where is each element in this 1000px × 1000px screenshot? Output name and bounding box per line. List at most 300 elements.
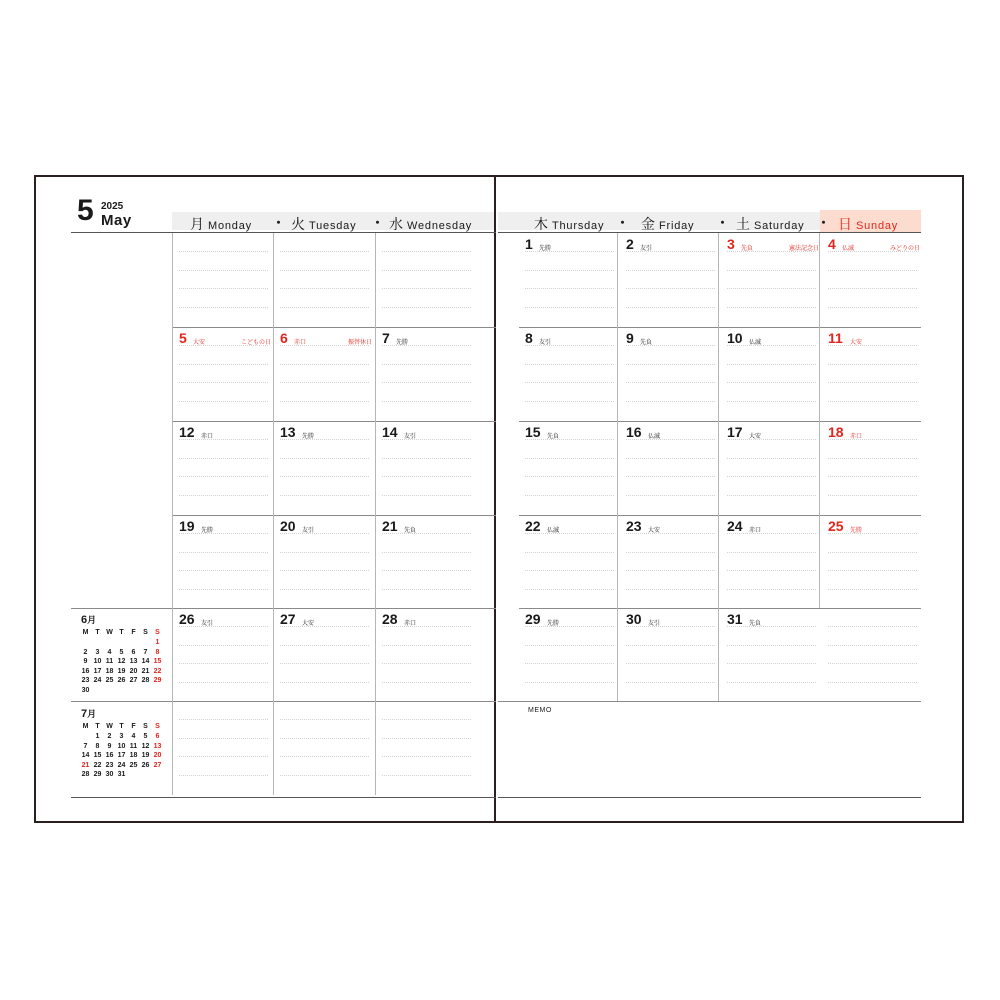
mini-calendar-weekday: W — [106, 723, 113, 730]
memo-label: MEMO — [528, 707, 552, 714]
writing-line — [626, 495, 715, 496]
mini-calendar-day: 11 — [129, 742, 138, 750]
weekday-label-tuesday — [291, 214, 356, 234]
mini-calendar-day: 8 — [95, 742, 100, 750]
mini-calendar-day: 8 — [155, 648, 160, 656]
rokuyo-label: 先負 — [741, 246, 754, 252]
day-number: 22 — [525, 518, 541, 534]
week-divider — [173, 608, 496, 609]
day-number: 10 — [727, 330, 743, 346]
weekday-kanji: 月 — [190, 216, 204, 232]
mini-calendar-day: 15 — [93, 752, 102, 759]
mini-calendar-month-suffix: 月 — [87, 615, 97, 625]
mini-calendar-day: 29 — [93, 771, 102, 778]
writing-line — [280, 645, 369, 646]
rokuyo-label: 大安 — [749, 434, 762, 440]
writing-line — [280, 307, 369, 308]
writing-line — [626, 288, 715, 289]
writing-line — [382, 251, 471, 252]
mini-calendar-day: 1 — [155, 639, 160, 646]
rokuyo-label: 友引 — [640, 246, 653, 252]
week-divider — [519, 421, 921, 422]
mini-calendar-day: 22 — [153, 667, 162, 675]
week-divider — [519, 515, 921, 516]
rokuyo-label: 大安 — [193, 340, 206, 346]
rokuyo-label: 先勝 — [539, 246, 552, 252]
memo-divider — [498, 701, 921, 702]
week-divider — [173, 515, 496, 516]
writing-line — [525, 663, 614, 664]
rokuyo-label: 先負 — [547, 434, 560, 440]
mini-calendar-day: 25 — [105, 677, 114, 684]
weekday-separator: ・ — [616, 215, 630, 230]
mini-calendar-title — [81, 707, 96, 720]
writing-line — [382, 589, 471, 590]
rokuyo-label: 友引 — [404, 434, 417, 440]
writing-line — [525, 458, 614, 459]
day-number: 9 — [626, 330, 634, 346]
writing-line — [179, 458, 268, 459]
day-number: 19 — [179, 518, 195, 534]
rokuyo-label: 友引 — [648, 621, 661, 627]
mini-calendar-day: 7 — [143, 648, 148, 656]
rokuyo-label: 友引 — [201, 621, 214, 627]
mini-calendar-day: 20 — [129, 667, 138, 675]
mini-calendar-weekday: T — [95, 629, 100, 636]
writing-line — [727, 382, 816, 383]
mini-calendar-day: 25 — [129, 761, 138, 769]
day-number: 18 — [828, 424, 844, 440]
mini-calendar-weekday: F — [131, 629, 136, 636]
bottom-rule-left — [71, 797, 496, 798]
writing-line — [179, 495, 268, 496]
rokuyo-label: 仏滅 — [547, 528, 560, 534]
writing-line — [525, 401, 614, 402]
week-divider — [173, 327, 496, 328]
mini-calendar-day: 28 — [81, 771, 90, 778]
writing-line — [828, 552, 917, 553]
writing-line — [626, 307, 715, 308]
mini-calendar-weekday: M — [82, 723, 89, 730]
mini-calendar-month-number: 6 — [81, 614, 88, 626]
mini-calendar-day: 14 — [81, 752, 90, 759]
writing-line — [179, 288, 268, 289]
mini-calendar-day: 9 — [83, 658, 88, 665]
mini-calendar-day: 3 — [95, 648, 100, 656]
mini-calendar-day: 21 — [81, 761, 90, 769]
writing-line — [280, 756, 369, 757]
header-rule-right — [498, 232, 921, 233]
mini-calendar-day: 14 — [141, 658, 150, 665]
rokuyo-label: 仏滅 — [842, 246, 855, 252]
mini-calendar-weekday: S — [155, 723, 160, 730]
writing-line — [179, 663, 268, 664]
weekday-english: Wednesday — [407, 220, 473, 232]
rokuyo-label: 先負 — [404, 528, 417, 534]
weekday-label-friday — [641, 214, 694, 234]
mini-calendar-day: 24 — [93, 677, 102, 684]
day-number: 26 — [179, 611, 195, 627]
writing-line — [382, 288, 471, 289]
writing-line — [382, 364, 471, 365]
day-number: 17 — [727, 424, 743, 440]
weekday-label-thursday — [534, 214, 604, 234]
day-number: 29 — [525, 611, 541, 627]
weekday-separator: ・ — [272, 215, 286, 230]
weekday-english: Sunday — [856, 220, 899, 232]
writing-line — [179, 270, 268, 271]
writing-line — [828, 401, 917, 402]
rokuyo-label: 赤口 — [294, 340, 307, 346]
writing-line — [280, 458, 369, 459]
writing-line — [382, 775, 471, 776]
mini-calendar-day: 4 — [107, 648, 112, 656]
weekday-label-sunday — [838, 214, 898, 234]
writing-line — [525, 364, 614, 365]
writing-line — [382, 682, 471, 683]
bottom-rule-right — [498, 797, 921, 798]
writing-line — [828, 307, 917, 308]
rokuyo-label: 友引 — [302, 528, 315, 534]
column-divider — [172, 233, 173, 795]
weekday-separator: ・ — [817, 215, 831, 230]
rokuyo-label: 大安 — [302, 621, 315, 627]
writing-line — [626, 570, 715, 571]
column-divider — [273, 233, 274, 795]
mini-calendar-day: 16 — [81, 667, 90, 675]
rokuyo-label: 先勝 — [850, 528, 863, 534]
planner-cover — [34, 175, 964, 823]
mini-calendar-day: 17 — [117, 752, 126, 759]
writing-line — [382, 401, 471, 402]
writing-line — [179, 364, 268, 365]
mini-calendar-day: 31 — [117, 771, 126, 778]
mini-calendar-day: 9 — [107, 742, 112, 750]
day-number: 14 — [382, 424, 398, 440]
writing-line — [727, 270, 816, 271]
writing-line — [280, 775, 369, 776]
writing-line — [626, 401, 715, 402]
weekday-kanji: 水 — [389, 216, 403, 232]
writing-line — [179, 645, 268, 646]
mini-calendar-weekday: W — [106, 629, 113, 636]
writing-line — [525, 382, 614, 383]
writing-line — [179, 552, 268, 553]
writing-line — [179, 570, 268, 571]
writing-line — [626, 458, 715, 459]
weekday-kanji: 金 — [641, 216, 655, 232]
mini-calendar-day: 4 — [131, 733, 136, 740]
writing-line — [626, 552, 715, 553]
writing-line — [179, 307, 268, 308]
week-divider — [173, 421, 496, 422]
mini-calendar-day: 7 — [83, 742, 88, 750]
mini-calendar-day: 5 — [143, 733, 148, 740]
writing-line — [828, 364, 917, 365]
writing-line — [179, 756, 268, 757]
mini-calendar-weekday: S — [143, 723, 148, 730]
writing-line — [727, 552, 816, 553]
writing-line — [626, 364, 715, 365]
mini-calendar-day: 6 — [155, 733, 160, 740]
writing-line — [828, 682, 917, 683]
mini-calendar-day: 27 — [153, 761, 162, 769]
writing-line — [280, 495, 369, 496]
writing-line — [382, 458, 471, 459]
mini-calendar-title — [81, 613, 96, 626]
writing-line — [828, 495, 917, 496]
writing-line — [280, 251, 369, 252]
day-number: 11 — [828, 330, 843, 346]
mini-calendar-day: 19 — [117, 667, 126, 675]
mini-calendar-day: 22 — [93, 761, 102, 769]
writing-line — [382, 738, 471, 739]
day-number: 6 — [280, 330, 288, 346]
rokuyo-label: 先負 — [640, 340, 653, 346]
writing-line — [828, 476, 917, 477]
day-number: 5 — [179, 330, 187, 346]
week-divider — [519, 327, 921, 328]
writing-line — [626, 589, 715, 590]
mini-calendar-day: 10 — [93, 658, 102, 665]
weekday-separator: ・ — [716, 215, 730, 230]
column-divider — [718, 233, 719, 701]
mini-calendar-weekday: T — [119, 723, 124, 730]
weekday-label-wednesday — [389, 214, 472, 234]
writing-line — [382, 719, 471, 720]
holiday-name: 振替休日 — [347, 340, 372, 346]
writing-line — [525, 552, 614, 553]
writing-line — [382, 382, 471, 383]
mini-divider — [71, 608, 173, 609]
writing-line — [525, 288, 614, 289]
writing-line — [727, 307, 816, 308]
rokuyo-label: 先勝 — [302, 434, 315, 440]
mini-calendar-day: 10 — [117, 742, 126, 750]
column-divider — [819, 233, 820, 608]
writing-line — [727, 288, 816, 289]
writing-line — [280, 364, 369, 365]
writing-line — [828, 663, 917, 664]
writing-line — [382, 495, 471, 496]
year-label: 2025 — [101, 201, 124, 212]
writing-line — [280, 570, 369, 571]
mini-calendar-day: 30 — [81, 686, 90, 694]
writing-line — [280, 719, 369, 720]
mini-calendar-day: 23 — [105, 761, 114, 769]
column-divider — [617, 233, 618, 701]
column-divider — [375, 233, 376, 795]
holiday-name: 憲法記念日 — [788, 246, 819, 252]
mini-calendar-day: 30 — [105, 771, 114, 778]
mini-calendar-day: 17 — [93, 667, 102, 675]
writing-line — [179, 382, 268, 383]
writing-line — [280, 738, 369, 739]
mini-calendar-day: 29 — [153, 677, 162, 684]
writing-line — [179, 719, 268, 720]
writing-line — [626, 645, 715, 646]
holiday-name: こどもの日 — [240, 340, 271, 346]
rokuyo-label: 先勝 — [396, 340, 409, 346]
writing-line — [626, 663, 715, 664]
writing-line — [280, 552, 369, 553]
day-number: 30 — [626, 611, 642, 627]
writing-line — [525, 270, 614, 271]
mini-calendar-day: 5 — [119, 648, 124, 656]
day-number: 15 — [525, 424, 541, 440]
month-name: May — [101, 212, 132, 229]
rokuyo-label: 先負 — [749, 621, 762, 627]
header-rule-left — [71, 232, 496, 233]
writing-line — [727, 570, 816, 571]
mini-calendar-day: 16 — [105, 752, 114, 759]
writing-line — [179, 401, 268, 402]
mini-calendar-month-number: 7 — [81, 708, 88, 720]
weekday-label-monday — [190, 214, 252, 234]
writing-line — [525, 307, 614, 308]
rokuyo-label: 仏滅 — [749, 340, 762, 346]
weekday-kanji: 火 — [291, 216, 305, 232]
writing-line — [727, 458, 816, 459]
writing-line — [828, 570, 917, 571]
writing-line — [828, 270, 917, 271]
writing-line — [382, 570, 471, 571]
weekday-kanji: 日 — [838, 216, 852, 232]
writing-line — [828, 626, 917, 627]
mini-calendar-day: 2 — [107, 733, 112, 740]
writing-line — [727, 663, 816, 664]
writing-line — [382, 270, 471, 271]
day-number: 25 — [828, 518, 844, 534]
day-number: 12 — [179, 424, 195, 440]
rokuyo-label: 赤口 — [749, 528, 762, 534]
writing-line — [727, 364, 816, 365]
writing-line — [626, 382, 715, 383]
writing-line — [525, 476, 614, 477]
mini-calendar-day: 6 — [131, 648, 136, 656]
weekday-kanji: 土 — [736, 216, 750, 232]
mini-calendar-day: 15 — [153, 658, 162, 665]
rokuyo-label: 先勝 — [201, 528, 214, 534]
writing-line — [626, 682, 715, 683]
writing-line — [179, 251, 268, 252]
mini-calendar-weekday: M — [82, 629, 89, 636]
mini-calendar-weekday: F — [131, 723, 136, 730]
writing-line — [828, 589, 917, 590]
day-number: 2 — [626, 236, 634, 252]
writing-line — [727, 589, 816, 590]
week-divider — [519, 608, 921, 609]
day-number: 1 — [525, 236, 533, 252]
day-number: 21 — [382, 518, 398, 534]
weekday-english: Friday — [659, 220, 695, 232]
writing-line — [280, 382, 369, 383]
weekday-english: Thursday — [552, 220, 605, 232]
writing-line — [280, 288, 369, 289]
writing-line — [727, 682, 816, 683]
mini-calendar-day: 18 — [129, 752, 138, 759]
mini-calendar-day: 11 — [105, 658, 114, 665]
writing-line — [727, 645, 816, 646]
weekday-english: Monday — [208, 220, 252, 232]
mini-calendar-day: 20 — [153, 752, 162, 759]
writing-line — [525, 645, 614, 646]
writing-line — [179, 589, 268, 590]
mini-calendar-day: 24 — [117, 761, 126, 769]
mini-calendar-weekday: S — [143, 629, 148, 636]
writing-line — [828, 382, 917, 383]
writing-line — [179, 775, 268, 776]
mini-calendar-day: 2 — [83, 648, 88, 656]
writing-line — [626, 476, 715, 477]
day-number: 24 — [727, 518, 743, 534]
mini-calendar-day: 26 — [141, 761, 150, 769]
rokuyo-label: 赤口 — [850, 434, 863, 440]
mini-calendar-weekday: T — [119, 629, 124, 636]
weekday-english: Saturday — [754, 220, 805, 232]
writing-line — [727, 476, 816, 477]
writing-line — [525, 682, 614, 683]
weekday-kanji: 木 — [534, 216, 548, 232]
mini-calendar-day: 13 — [153, 742, 162, 750]
weekday-separator: ・ — [371, 215, 385, 230]
writing-line — [525, 495, 614, 496]
mini-calendar-day: 12 — [117, 658, 126, 665]
day-number: 16 — [626, 424, 642, 440]
writing-line — [828, 288, 917, 289]
day-number: 23 — [626, 518, 642, 534]
day-number: 31 — [727, 611, 743, 627]
day-number: 27 — [280, 611, 296, 627]
writing-line — [179, 476, 268, 477]
weekday-label-saturday — [736, 214, 804, 234]
rokuyo-label: 赤口 — [404, 621, 417, 627]
writing-line — [525, 570, 614, 571]
planner-spine — [494, 175, 496, 823]
writing-line — [280, 476, 369, 477]
writing-line — [626, 270, 715, 271]
rokuyo-label: 先勝 — [547, 621, 560, 627]
writing-line — [179, 738, 268, 739]
mini-calendar-month-suffix: 月 — [87, 709, 97, 719]
day-number: 4 — [828, 236, 836, 252]
mini-calendar-day: 12 — [141, 742, 150, 750]
rokuyo-label: 友引 — [539, 340, 552, 346]
writing-line — [525, 589, 614, 590]
day-number: 8 — [525, 330, 533, 346]
month-number: 5 — [77, 194, 94, 227]
mini-calendar-day: 3 — [119, 733, 124, 740]
mini-calendar-day: 28 — [141, 677, 150, 684]
writing-line — [382, 663, 471, 664]
writing-line — [280, 682, 369, 683]
mini-calendar-day: 26 — [117, 677, 126, 684]
mini-calendar-day: 27 — [129, 677, 138, 684]
writing-line — [727, 401, 816, 402]
holiday-name: みどりの日 — [889, 246, 920, 252]
writing-line — [179, 682, 268, 683]
writing-line — [382, 476, 471, 477]
mini-calendar-day: 13 — [129, 658, 138, 665]
mini-calendar-day: 23 — [81, 677, 90, 684]
writing-line — [828, 458, 917, 459]
rokuyo-label: 赤口 — [201, 434, 214, 440]
rokuyo-label: 大安 — [850, 340, 863, 346]
mini-calendar-day: 1 — [95, 733, 100, 740]
day-number: 7 — [382, 330, 390, 346]
mini-calendar-weekday: S — [155, 629, 160, 636]
day-number: 3 — [727, 236, 735, 252]
